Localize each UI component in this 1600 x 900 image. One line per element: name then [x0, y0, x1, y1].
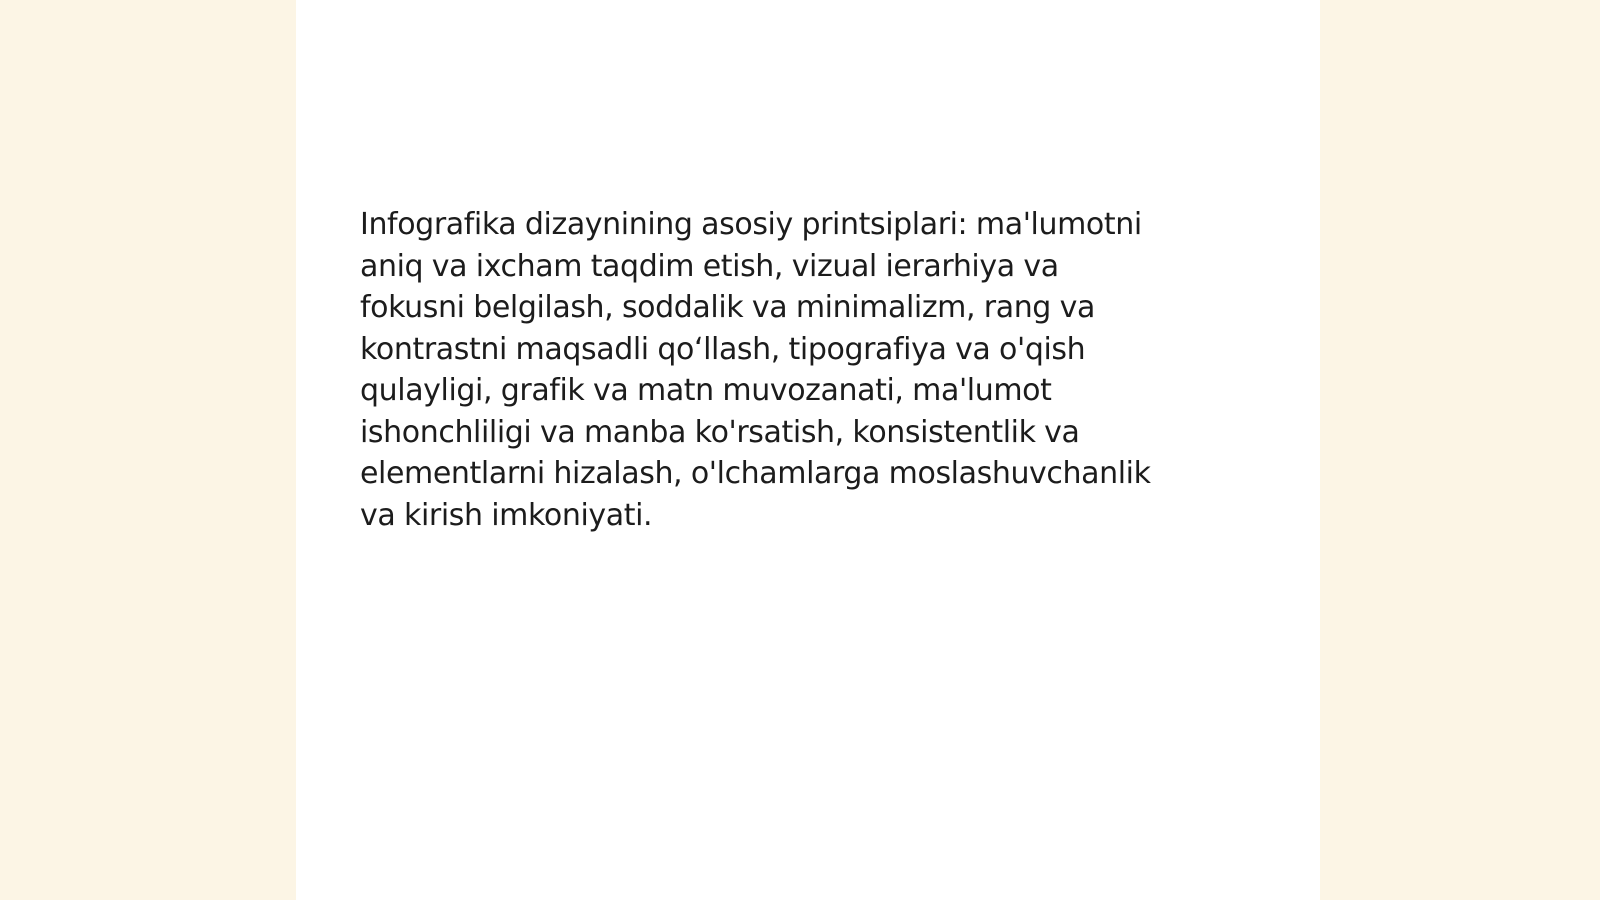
- document-page: [296, 0, 1320, 900]
- body-paragraph: Infografika dizaynining asosiy printsiplari: ma'lumotni aniq va ixcham taqdim etish, vizual ierarhiya va fokusni belgilash, soddalik va minimalizm, rang va kontrastni maqsadli qo‘llash, tipografiya va o'qish qulayligi, grafik va matn muvozanati, ma'lumot ishonchliligi va manba ko'rsatish, konsistentlik va elementlarni hizalash, o'lchamlarga moslashuvchanlik va kirish imkoniyati.: [360, 207, 1151, 533]
